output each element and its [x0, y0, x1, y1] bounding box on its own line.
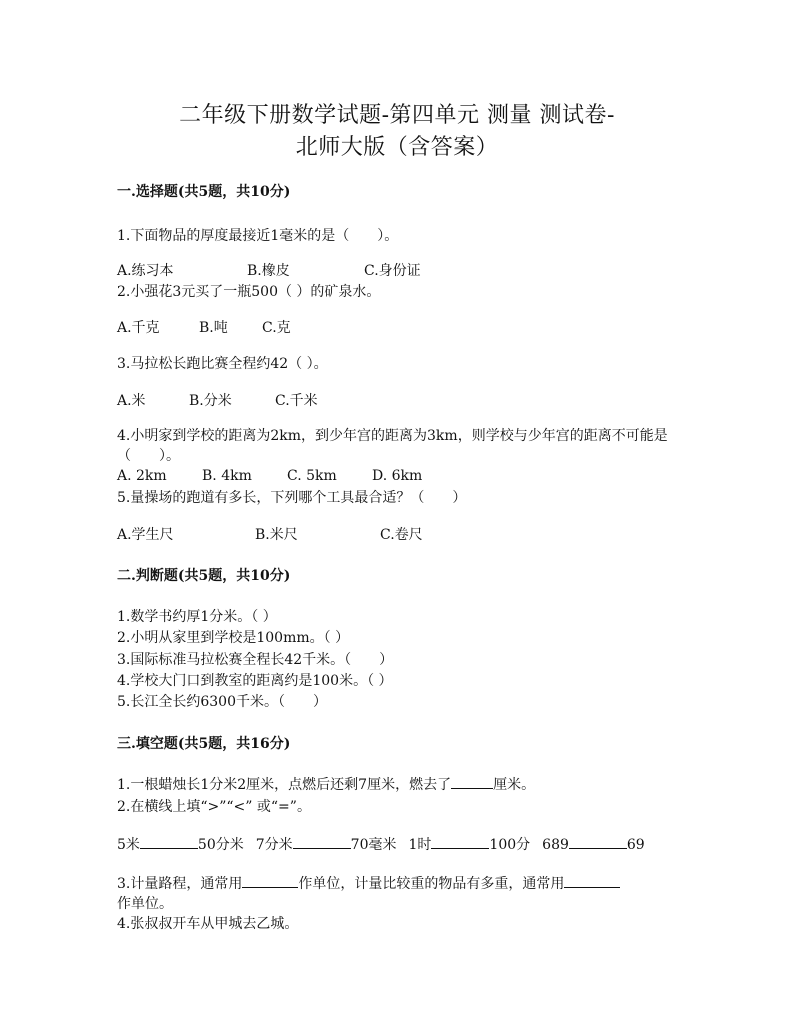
question-1-5-text: 5.量操场的跑道有多长，下列哪个工具最合适？（ ）: [117, 490, 467, 506]
compare-left: 5米: [117, 837, 140, 853]
question-1-3-text: 3.马拉松长跑比赛全程约42（ ）。: [117, 356, 328, 372]
option-b: B.分米: [189, 393, 232, 409]
judgment-item: 1.数学书约厚1分米。（ ）: [117, 609, 277, 625]
judgment-item: 3.国际标准马拉松赛全程长42千米。（ ）: [117, 652, 394, 668]
answer-blank[interactable]: [140, 836, 198, 849]
option-c: C. 5km: [287, 468, 337, 484]
question-1-2-options: [117, 317, 291, 337]
compare-right: 100分: [489, 837, 531, 853]
option-b: B.橡皮: [247, 263, 290, 279]
option-b: B.吨: [199, 320, 228, 336]
option-a: A.学生尺: [117, 527, 174, 543]
question-1-3-options: [117, 390, 318, 410]
page-title-line-2: 北师大版（含答案）: [295, 135, 499, 160]
answer-blank[interactable]: [451, 776, 493, 789]
question-3-1-suffix: 厘米。: [493, 777, 536, 793]
question-3-1: [117, 774, 535, 794]
section-fill-blank-header: 三.填空题(共5题，共16分): [117, 736, 291, 752]
question-1-1-options: [117, 260, 421, 280]
section-multiple-choice-header: 一.选择题(共5题，共10分): [117, 184, 291, 200]
judgment-item: 2.小明从家里到学校是100mm。（ ）: [117, 630, 350, 646]
judgment-item: 5.长江全长约6300千米。（ ）: [117, 694, 327, 710]
compare-left: 1时: [408, 837, 432, 853]
question-3-1-text: 1.一根蜡烛长1分米2厘米，点燃后还剩7厘米，燃去了: [117, 777, 452, 793]
option-c: C.卷尺: [380, 527, 423, 543]
question-3-3-line-1: [117, 873, 620, 893]
option-a: A.练习本: [117, 263, 174, 279]
answer-blank[interactable]: [242, 875, 298, 888]
option-b: B. 4km: [202, 468, 252, 484]
compare-left: 7分米: [255, 837, 293, 853]
question-3-3-part-3: 作单位。: [117, 896, 173, 912]
option-b: B.米尺: [255, 527, 298, 543]
option-a: A.千克: [117, 320, 160, 336]
page-title-line-1: 二年级下册数学试题-第四单元 测量 测试卷-: [179, 103, 615, 128]
compare-right: 50分米: [197, 837, 244, 853]
option-d: D. 6km: [372, 468, 423, 484]
option-a: A.米: [117, 393, 146, 409]
answer-blank[interactable]: [569, 836, 627, 849]
question-3-3-part-2: 作单位，计量比较重的物品有多重，通常用: [298, 876, 565, 892]
question-3-2-text: 2.在横线上填“>”“<” 或“=”。: [117, 799, 311, 815]
answer-blank[interactable]: [293, 836, 351, 849]
comparison-row: [117, 834, 645, 854]
compare-left: 689: [542, 837, 569, 853]
question-1-1-text: 1.下面物品的厚度最接近1毫米的是（ ）。: [117, 228, 399, 244]
option-c: C.克: [262, 320, 291, 336]
question-1-4-text: 4.小明家到学校的距离为2km，到少年宫的距离为3km，则学校与少年宫的距离不可能是（ ）。: [117, 428, 668, 464]
answer-blank[interactable]: [431, 836, 489, 849]
compare-right: 70毫米: [350, 837, 397, 853]
judgment-item: 4.学校大门口到教室的距离约是100米。（ ）: [117, 673, 393, 689]
question-1-4-options: [117, 468, 422, 484]
question-1-2-text: 2.小强花3元买了一瓶500（ ）的矿泉水。: [117, 284, 381, 300]
option-a: A. 2km: [117, 468, 167, 484]
section-true-false-header: 二.判断题(共5题，共10分): [117, 568, 291, 584]
question-3-4-text: 4.张叔叔开车从甲城去乙城。: [117, 916, 299, 932]
option-c: C.身份证: [364, 263, 421, 279]
compare-right: 69: [626, 837, 645, 853]
question-3-3-part-1: 3.计量路程，通常用: [117, 876, 243, 892]
option-c: C.千米: [275, 393, 318, 409]
question-1-5-options: [117, 524, 423, 544]
answer-blank[interactable]: [564, 875, 620, 888]
